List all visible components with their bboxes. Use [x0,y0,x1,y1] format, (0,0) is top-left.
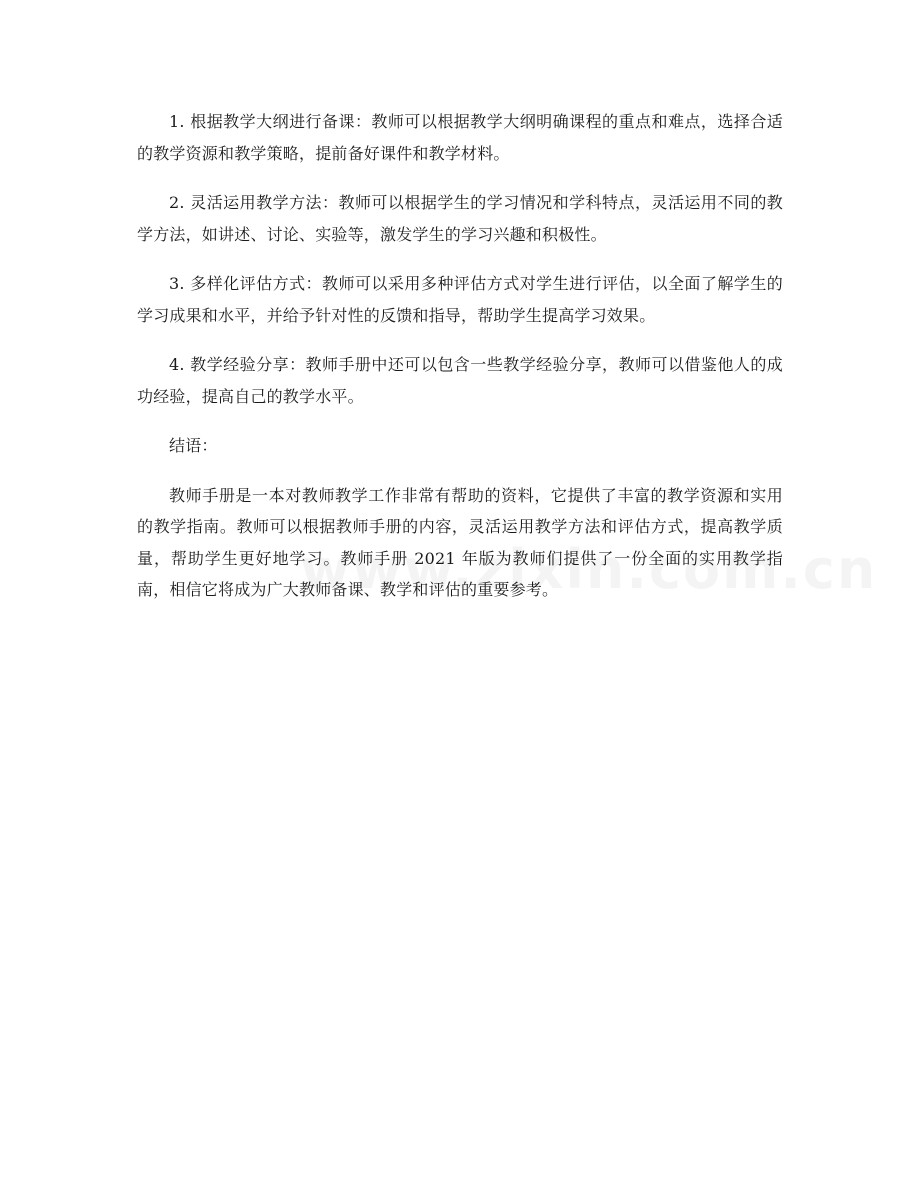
paragraph-item-3: 3. 多样化评估方式：教师可以采用多种评估方式对学生进行评估，以全面了解学生的学习成果和水平，并给予针对性的反馈和指导，帮助学生提高学习效果。 [137,274,783,325]
conclusion-heading: 结语： [169,436,218,455]
document-body [137,106,783,606]
paragraph-item-1: 1. 根据教学大纲进行备课：教师可以根据教学大纲明确课程的重点和难点，选择合适的教学资源和教学策略，提前备好课件和教学材料。 [137,112,783,163]
paragraph-item-4: 4. 教学经验分享：教师手册中还可以包含一些教学经验分享，教师可以借鉴他人的成功经验，提高自己的教学水平。 [137,355,783,406]
conclusion-paragraph: 教师手册是一本对教师教学工作非常有帮助的资料，它提供了丰富的教学资源和实用的教学指南。教师可以根据教师手册的内容，灵活运用教学方法和评估方式，提高教学质量，帮助学生更好地学习。教师手册 2021 年版为教师们提供了一份全面的实用教学指南，相信它将成为广大教师备课、教学和评估的重要参考。 [137,485,783,599]
paragraph-item-2: 2. 灵活运用教学方法：教师可以根据学生的学习情况和学科特点，灵活运用不同的教学方法，如讲述、讨论、实验等，激发学生的学习兴趣和积极性。 [137,193,783,244]
watermark-text [300,538,740,601]
